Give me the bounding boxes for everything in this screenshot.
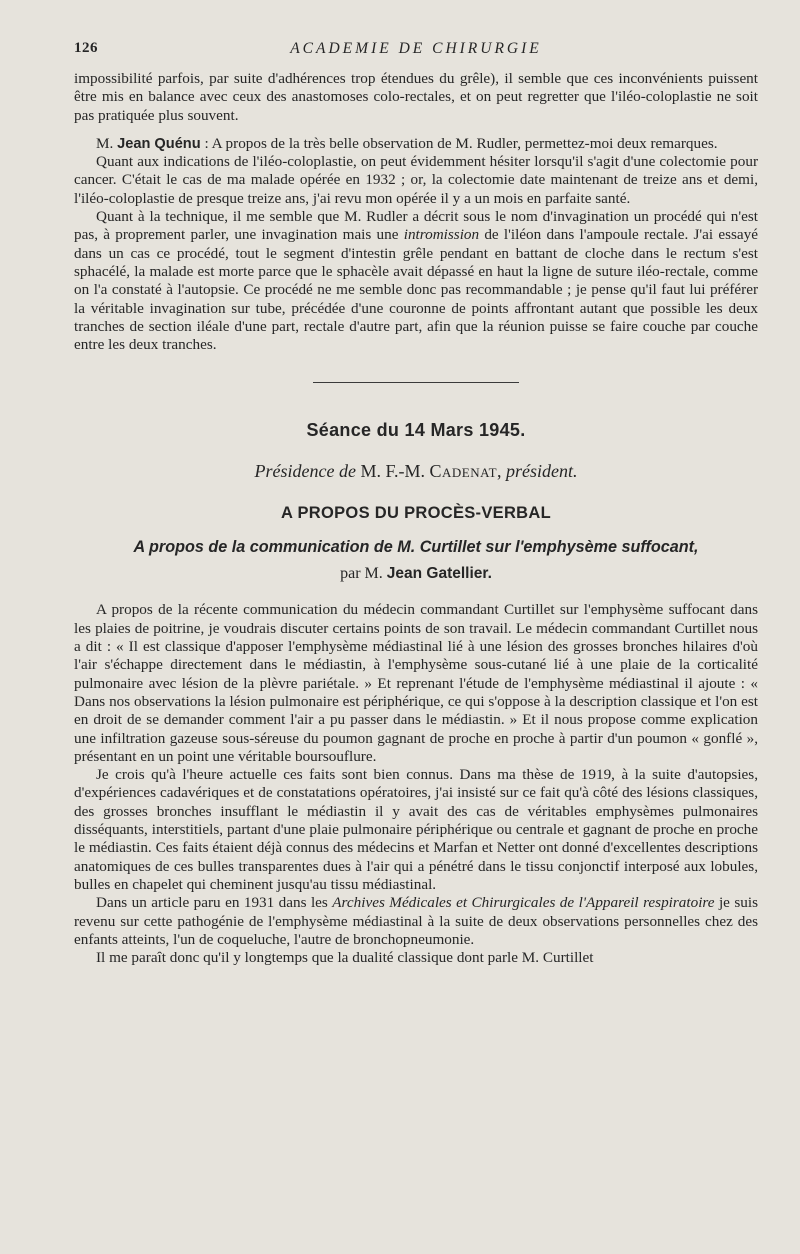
journal-citation: Archives Médicales et Chirurgicales de l'Appareil respiratoire [332, 894, 715, 912]
seance-heading: Séance du 14 Mars 1945. [306, 420, 526, 441]
article-body [74, 601, 758, 967]
journal-title: ACADEMIE DE CHIRURGIE [290, 40, 542, 57]
article-paragraph: Dans un article paru en 1931 dans les Archives Médicales et Chirurgicales de l'Appareil respiratoire je suis revenu sur cette pathogénie de l'emphysème médiastinal à la suite de deux observations personnelles chez des enfants atteints, l'un de coqueluche, l'autre de bronchopneumonie. [74, 894, 758, 948]
article-title: A propos de la communication de M. Curtillet sur l'emphysème suffocant, [133, 538, 699, 557]
section-heading: A PROPOS DU PROCÈS-VERBAL [280, 504, 551, 523]
presidence-line: Présidence de M. F.-M. Cadenat, président. [254, 461, 578, 482]
article-paragraph: A propos de la récente communication du médecin commandant Curtillet sur l'emphysème suffocant dans les plaies de poitrine, je voudrais discuter certains points de son travail. Le médecin commandant Curtillet nous a dit : « Il est classique d'apposer l'emphysème médiastinal lié à une lésion des grosses bronches hilaires d'où l'air s'échappe directement dans le médiastin, à l'emphysème sous-cutané lié à une plaie de la corticalité pulmonaire avec lésion de la plèvre pariétale. » Et reprenant l'étude de l'emphysème médiastinal il ajoute : « Dans nos observations la lésion pulmonaire est périphérique, ce qui s'oppose à la description classique et l'on est en droit de se demander comment l'air a pu passer dans le médiastin. » Et il nous propose comme explication une infiltration gazeuse sous-séreuse du poumon gagnant de proche en proche à partir d'un poumon « gonflé », présentant en un point une véritable boursouflure. [74, 601, 758, 765]
page-body [74, 70, 758, 967]
emphasis-term: intromission [403, 226, 480, 244]
article-byline: par M. Jean Gatellier. [340, 565, 492, 583]
paragraph-technique: Quant à la technique, il me semble que M. Rudler a décrit sous le nom d'invagination un procédé qui n'est pas, à proprement parler, une invagination mais une intromission de l'iléon dans l'ampoule rectale. J'ai essayé dans un cas ce procédé, tout le segment d'intestin grêle pendant en battant de cloche dans le rectum s'est sphacélé, la malade est morte parce que le sphacèle avait dépassé en haut la ligne de suture iléo-rectale, comme on l'a constaté à l'autopsie. Ce procédé ne me semble donc pas recommandable ; je pense qu'il faut lui préférer la véritable invagination sur tube, précédée d'une couronne de points affrontant autant que possible les deux tranches de section iléale d'une part, rectale d'autre part, afin que la réunion puisse se faire couche par couche entre les deux tranches. [74, 208, 758, 354]
paragraph-indications: Quant aux indications de l'iléo-coloplastie, on peut évidemment hésiter lorsqu'il s'agit d'une colectomie pour cancer. C'était le cas de ma malade opérée en 1932 ; or, la colectomie date maintenant de treize ans et demi, l'iléo-coloplastie de presque treize ans, j'ai revu mon opérée il y a un mois en parfaite santé. [74, 153, 758, 207]
author-name: Jean Gatellier. [386, 565, 492, 583]
article-paragraph: Je crois qu'à l'heure actuelle ces faits sont bien connus. Dans ma thèse de 1919, à la suite d'autopsies, d'expériences cadavériques et de constatations opératoires, j'ai insisté sur ce fait qu'à côté des lésions classiques, des grosses bronches insufflant le médiastin il y avait des cas de véritables emphysèmes pulmonaires disséquants, interstitiels, partant d'une plaie pulmonaire périphérique ou centrale et gagnant de proche en proche le médiastin. Ces faits étaient déjà connus des médecins et Marfan et Netter ont donné d'excellentes descriptions anatomiques de ces bulles transparentes dues à l'air qui a pénétré dans le tissu conjonctif interposé aux lobules, bulles en chapelet qui cheminent jusqu'au tissu médiastinal. [74, 766, 758, 893]
president-name: Cadenat [429, 461, 498, 482]
paragraph-quenu-intro: M. Jean Quénu : A propos de la très belle observation de M. Rudler, permettez-moi deux remarques. [96, 134, 718, 152]
section-divider [313, 382, 519, 383]
speaker-name: Jean Quénu [117, 135, 201, 152]
article-paragraph: Il me paraît donc qu'il y longtemps que la dualité classique dont parle M. Curtillet [96, 949, 594, 967]
paragraph-continuation: impossibilité parfois, par suite d'adhérences trop étendues du grêle), il semble que ces inconvénients puissent être mis en balance avec ceux des anastomoses colo-rectales, et on peut regretter que l'iléo-coloplastie ne soit pas pratiquée plus souvent. [74, 70, 758, 124]
page-number: 126 [74, 40, 98, 56]
running-header [74, 40, 758, 62]
